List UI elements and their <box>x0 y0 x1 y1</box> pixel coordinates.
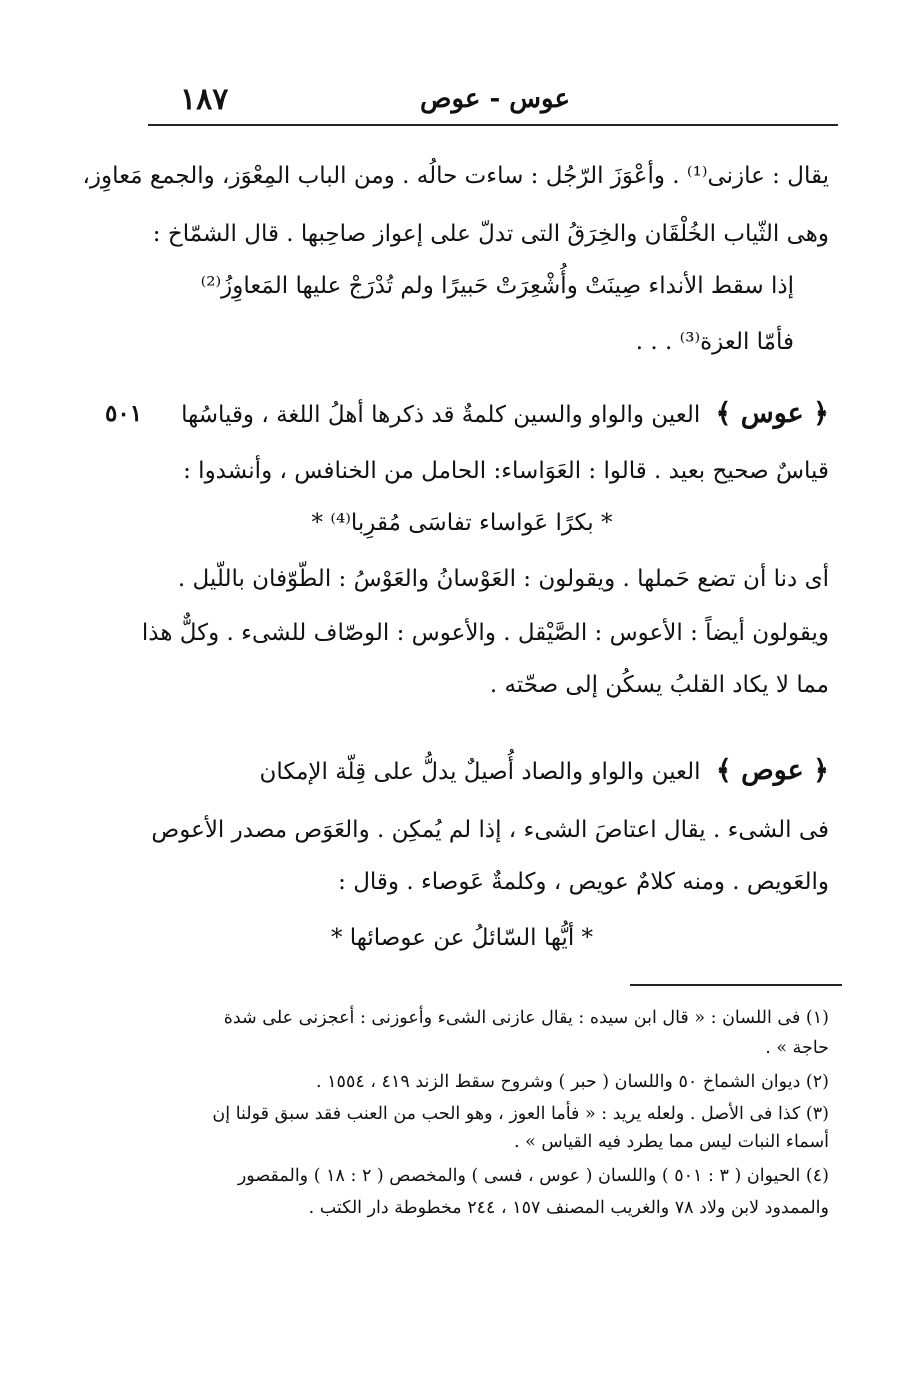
footnote-1-line-2: حاجة » . <box>765 1038 829 1058</box>
footnote-2: (٢) ديوان الشماخ ٥٠ واللسان ( حبر ) وشروح سقط الزند ٤١٩ ، ١٥٥٤ . <box>316 1072 829 1092</box>
entry-aws-sad-text: العين والواو والصاد أُصيلٌ يدلُّ على قِلّة الإمكان <box>259 759 701 785</box>
body-line-8: أى دنا أن تضع حَملها . ويقولون : العَوْسانُ والعَوْسُ : الطّوّفان باللّيل . <box>177 566 829 592</box>
entry-aws-sad-line <box>89 755 829 788</box>
body-line-4: فأمّا العزة⁽³⁾ . . . <box>635 329 794 355</box>
body-line-12: فى الشىء . يقال اعتاصَ الشىء ، إذا لم يُمكِن . والعَوَص مصدر الأعوص <box>151 817 829 843</box>
body-line-1: يقال : عازنى⁽¹⁾ . وأعْوَزَ الرّجُل : ساءت حالُه . ومن الباب المِعْوَز، والجمع مَعاوِز، <box>82 163 829 189</box>
entry-headword-aws-sad: ﴿ عوص ﴾ <box>715 755 829 786</box>
verse-line-1: إذا سقط الأنداء صِينَتْ وأُشْعِرَتْ حَبيرًا ولم تُدْرَجْ عليها المَعاوِزُ⁽²⁾ <box>200 273 794 299</box>
footnote-4-line-1: (٤) الحيوان ( ٣ : ٥٠١ ) واللسان ( عوس ، فسى ) والمخصص ( ٢ : ١٨ ) والمقصور <box>237 1166 829 1186</box>
verse-line-2: * بكرًا عَواساء تفاسَى مُقرِبا⁽⁴⁾ * <box>311 510 613 536</box>
body-line-10: مما لا يكاد القلبُ يسكُن إلى صحّته . <box>489 672 829 698</box>
header-rule <box>148 124 838 126</box>
verse-line-3: * أيُّها السّائلُ عن عوصائها * <box>330 925 594 951</box>
page-header <box>150 78 840 122</box>
running-title: عوس - عوص <box>420 84 570 114</box>
body-line-6: قياسٌ صحيح بعيد . قالوا : العَوَاساء: الحامل من الخنافس ، وأنشدوا : <box>183 458 829 484</box>
body-line-13: والعَويص . ومنه كلامٌ عويص ، وكلمةٌ عَوصاء . وقال : <box>338 869 829 895</box>
footnote-rule <box>630 984 842 986</box>
entry-number: ٥٠١ <box>105 400 143 427</box>
entry-headword-aws: ﴿ عوس ﴾ <box>715 398 829 429</box>
footnote-4-line-2: والممدود لابن ولاد ٧٨ والغريب المصنف ١٥٧ ، ٢٤٤ مخطوطة دار الكتب . <box>308 1198 829 1218</box>
body-line-9: ويقولون أيضاً : الأعوس : الصَّيْقل . والأعوس : الوصّاف للشىء . وكلٌّ هذا <box>141 620 829 646</box>
footnote-3-line-2: أسماء النبات ليس مما يطرد فيه القياس » . <box>513 1132 829 1152</box>
body-line-2: وهى الثّياب الخُلْقَان والخِرَقُ التى تدلّ على إعواز صاحِبها . قال الشمّاخ : <box>152 221 829 247</box>
entry-aws-line <box>89 398 829 431</box>
page-number: ١٨٧ <box>180 82 229 117</box>
footnote-1-line-1: (١) فى اللسان : « قال ابن سيده : يقال عازنى الشىء وأعوزنى : أعجزنى على شدة <box>223 1008 829 1028</box>
entry-aws-text: العين والواو والسين كلمةٌ قد ذكرها أهلُ اللغة ، وقياسُها <box>181 402 701 428</box>
footnote-3-line-1: (٣) كذا فى الأصل . ولعله يريد : « فأما العوز ، وهو الحب من العنب فقد سبق قولنا إن <box>212 1104 829 1124</box>
